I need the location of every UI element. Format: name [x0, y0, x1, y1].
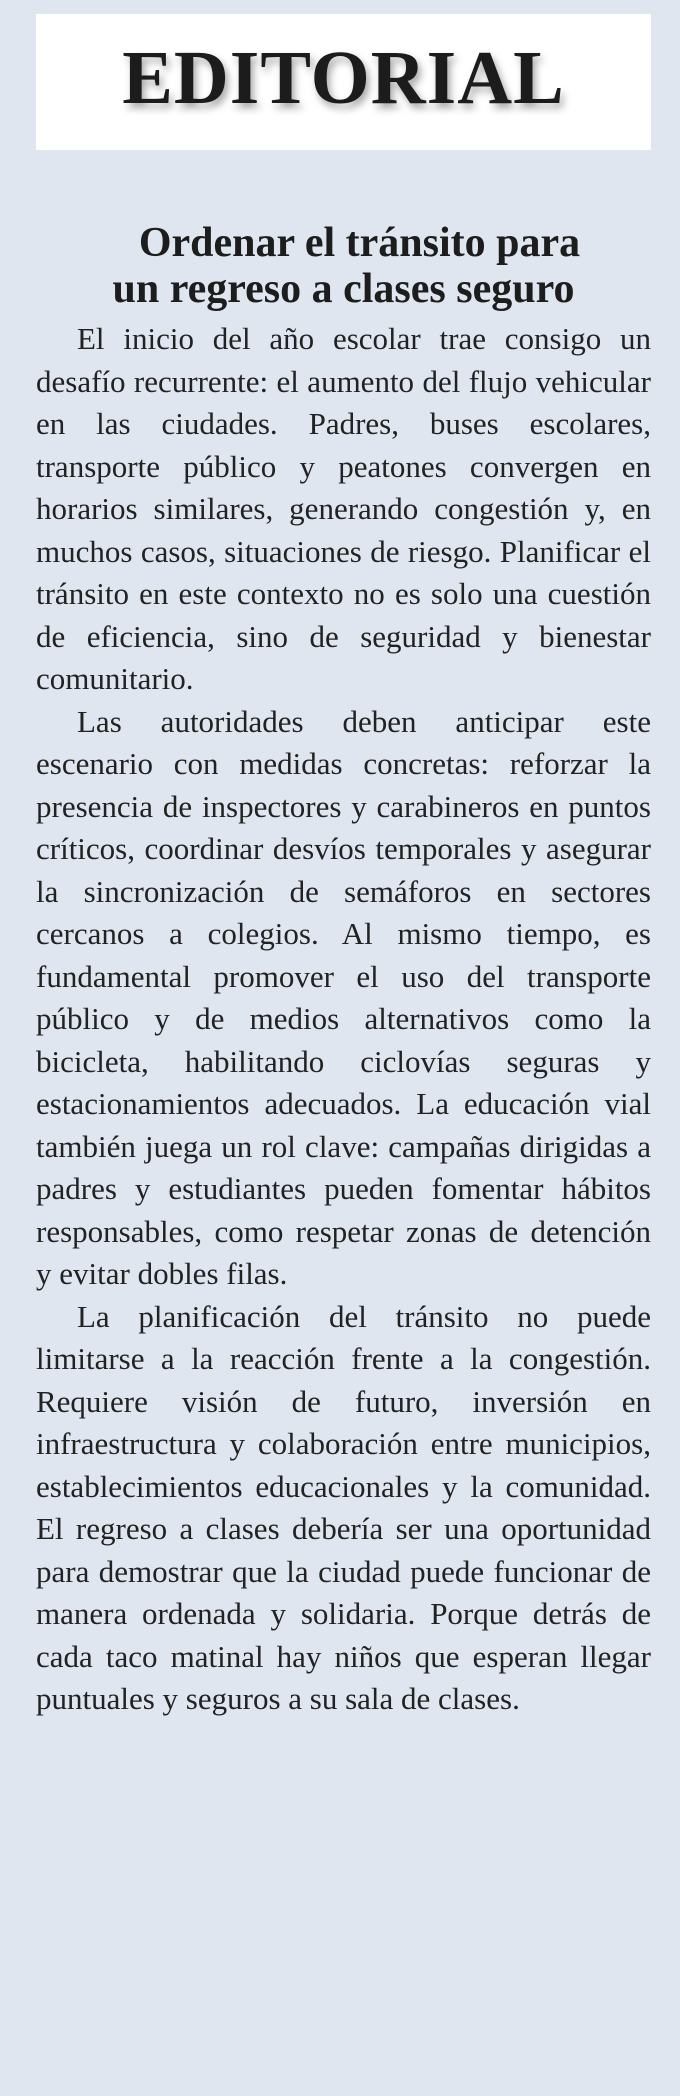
headline-line-1: Ordenar el tránsito para — [138, 220, 581, 267]
section-title: EDITORIAL — [122, 36, 565, 120]
article-headline — [36, 220, 651, 312]
article-paragraph-2: Las autoridades deben anticipar este escenario con medidas concretas: reforzar la presencia de inspectores y carabineros en puntos críticos, coordinar desvíos temporales y asegurar la sincronización de semáforos en sectores cercanos a colegios. Al mismo tiempo, es fundamental promover el uso del transporte público y de medios alternativos como la bicicleta, habilitando ciclovías seguras y estacionamientos adecuados. La educación vial también juega un rol clave: campañas dirigidas a padres y estudiantes pueden fomentar hábitos responsables, como respetar zonas de detención y evitar dobles filas. — [36, 703, 651, 1291]
article-paragraph-3: La planificación del tránsito no puede limitarse a la reacción frente a la congestión. Requiere visión de futuro, inversión en infraestructura y colaboración entre municipios, establecimientos educacionales y la comunidad. El regreso a clases debería ser una oportunidad para demostrar que la ciudad puede funcionar de manera ordenada y solidaria. Porque detrás de cada taco matinal hay niños que esperan llegar puntuales y seguros a su sala de clases. — [36, 1298, 651, 1716]
article-paragraph-1: El inicio del año escolar trae consigo un desafío recurrente: el aumento del flujo vehicular en las ciudades. Padres, buses escolares, transporte público y peatones convergen en horarios similares, generando congestión y, en muchos casos, situaciones de riesgo. Planificar el tránsito en este contexto no es solo una cuestión de eficiencia, sino de seguridad y bienestar comunitario. — [36, 321, 651, 696]
headline-line-2: un regreso a clases seguro — [112, 266, 575, 313]
article-body — [36, 318, 651, 1721]
section-banner — [36, 14, 651, 150]
